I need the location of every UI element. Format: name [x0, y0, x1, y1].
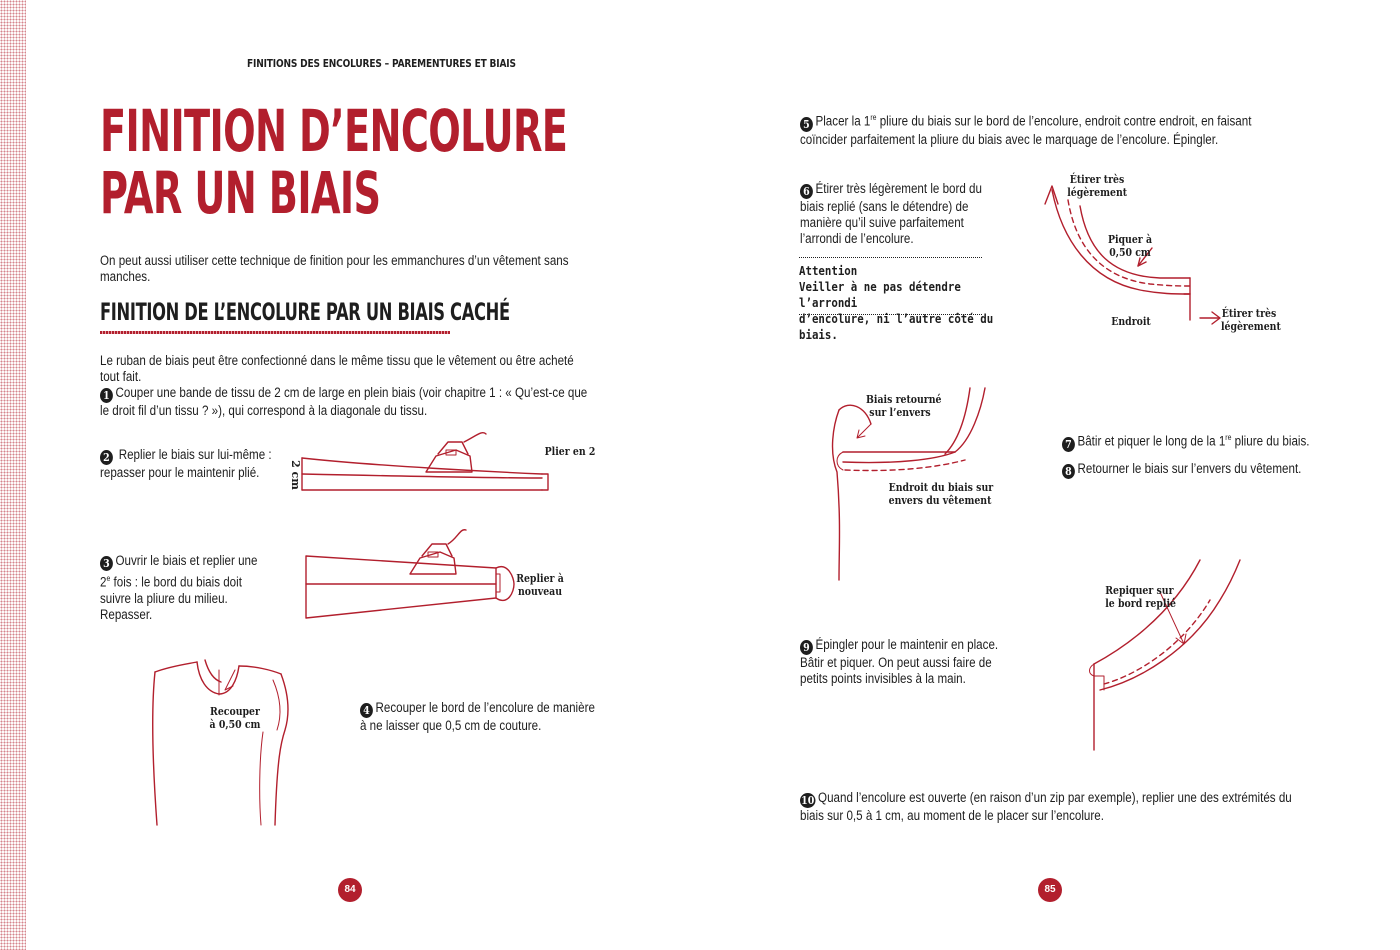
restitch-illustration: [1080, 540, 1250, 760]
attention-top-rule: [799, 257, 982, 258]
intro-text: On peut aussi utiliser cette technique de finition pour les emmanchures d’un vêtement sans manches.: [100, 253, 569, 284]
step-text: Bâtir et piquer le long de la 1: [1077, 433, 1226, 449]
section-title-underline: [100, 331, 450, 334]
label-stretch-right-line-2: légèrement: [1220, 320, 1281, 333]
running-head: FINITIONS DES ENCOLURES – PAREMENTURES ET BIAIS: [247, 57, 516, 70]
label-bias-turned-line-2: sur l’envers: [869, 406, 931, 419]
attention-heading: Attention: [799, 263, 858, 278]
step-text: Couper une bande de tissu de 2 cm de large en plein biais (voir chapitre 1 : « Qu’est-ce que le droit fil d’un tissu ? »), qui correspond à la diagonale du tissu.: [100, 385, 588, 418]
step-superscript: re: [1225, 433, 1232, 442]
step-superscript: re: [870, 113, 877, 122]
step-number: 5: [800, 117, 813, 132]
attention-line-1: Veiller à ne pas détendre l’arrondi: [799, 279, 961, 310]
label-bias-face-line-2: envers du vêtement: [888, 494, 992, 507]
label-recut: [210, 705, 261, 731]
page-number-right: 85: [1038, 878, 1062, 902]
label-stretch-right: [1220, 307, 1281, 333]
step-text: pliure du biais sur le bord de l’encolure, endroit contre endroit, en faisant coïncider parfaitement la pliure du biais avec le marquage de l’encolure. Épingler.: [800, 113, 1252, 147]
step-text: Épingler pour le maintenir en place. Bâtir et piquer. On peut aussi faire de petits points invisibles à la main.: [800, 637, 999, 686]
label-fold-again: [510, 572, 570, 598]
step-text: Replier le biais sur lui-même : repasser pour le maintenir plié.: [100, 447, 272, 480]
step-number: 7: [1062, 437, 1075, 452]
step-number: 6: [800, 184, 813, 199]
step-superscript: e: [106, 574, 111, 583]
step-text: fois : le bord du biais doit suivre la pliure du milieu. Repasser.: [100, 574, 242, 622]
step-6: [800, 181, 1002, 247]
step-5: [800, 110, 1282, 148]
step-4: [360, 700, 601, 734]
step-8: [1062, 461, 1320, 479]
fold-in-two-illustration: [296, 430, 596, 510]
step-number: 8: [1062, 464, 1075, 479]
label-bias-face: [888, 481, 994, 507]
step-text: Retourner le biais sur l’envers du vêtement.: [1077, 461, 1302, 476]
step-text: Recouper le bord de l’encolure de manière à ne laisser que 0,5 cm de couture.: [360, 700, 595, 733]
label-stitch: [1105, 233, 1156, 259]
neckline-recut-illustration: [125, 650, 310, 830]
section-intro: Le ruban de biais peut être confectionné dans le même tissu que le vêtement ou être acheté tout fait.: [100, 353, 574, 384]
step-number: 9: [800, 640, 813, 655]
step-number: 4: [360, 703, 373, 718]
attention-box: [799, 263, 997, 343]
label-stretch-right-line-1: Étirer très: [1221, 307, 1277, 320]
label-recut-line-1: Recouper: [210, 705, 260, 718]
label-bias-turned-line-1: Biais retourné: [866, 393, 942, 406]
step-9: [800, 637, 1019, 687]
attention-line-2: d’encolure, ni l’autre côté du biais.: [799, 311, 994, 342]
step-number: 1: [100, 388, 113, 403]
step-number: 3: [100, 556, 113, 571]
step-text: Étirer très légèrement le bord du biais replié (sans le détendre) de manière qu’il suive parfaitement l’arrondi de l’encolure.: [800, 181, 982, 246]
label-stretch-top-line-2: légèrement: [1067, 186, 1128, 199]
label-fold-again-line-2: nouveau: [517, 585, 563, 598]
label-right-side: Endroit: [1111, 315, 1151, 328]
step-1: [100, 385, 599, 419]
step-7: [1062, 430, 1320, 452]
label-bias-face-line-1: Endroit du biais sur: [888, 481, 994, 494]
label-restitch-line-2: le bord replié: [1105, 597, 1176, 610]
page-title-line-1: FINITION D’ENCOLURE: [100, 97, 568, 165]
label-restitch: [1105, 584, 1176, 610]
label-fold-in-two: Plier en 2: [544, 445, 596, 458]
label-recut-line-2: à 0,50 cm: [209, 718, 261, 731]
step-number: 2: [100, 450, 113, 465]
step-number: 10: [801, 794, 815, 807]
step-text: Quand l’encolure est ouverte (en raison d’un zip par exemple), replier une des extrémités du biais sur 0,5 à 1 cm, au moment de le placer sur l’encolure.: [800, 790, 1292, 823]
label-stretch-top-line-1: Étirer très: [1069, 173, 1125, 186]
label-stitch-line-1: Piquer à: [1107, 233, 1153, 246]
page-title-line-2: PAR UN BIAIS: [100, 159, 381, 227]
step-text: Ouvrir le biais et replier une 2: [100, 553, 258, 590]
step-3: [100, 553, 269, 623]
label-bias-turned: [866, 393, 942, 419]
label-fold-again-line-1: Replier à: [516, 572, 564, 585]
attention-bottom-rule: [799, 314, 982, 315]
step-text: Placer la 1: [815, 113, 871, 129]
step-text: pliure du biais.: [1231, 433, 1310, 449]
label-stitch-line-2: 0,50 cm: [1109, 246, 1151, 259]
label-stretch-top: [1067, 173, 1127, 199]
section-title: FINITION DE L’ENCOLURE PAR UN BIAIS CACHÉ: [100, 298, 510, 326]
page-edge-pattern: [0, 0, 26, 950]
step-2: [100, 447, 272, 481]
step-10: [800, 790, 1299, 824]
label-restitch-line-1: Repiquer sur: [1105, 584, 1174, 597]
label-2cm: 2 cm: [289, 460, 302, 490]
page-number-left: 84: [338, 878, 362, 902]
